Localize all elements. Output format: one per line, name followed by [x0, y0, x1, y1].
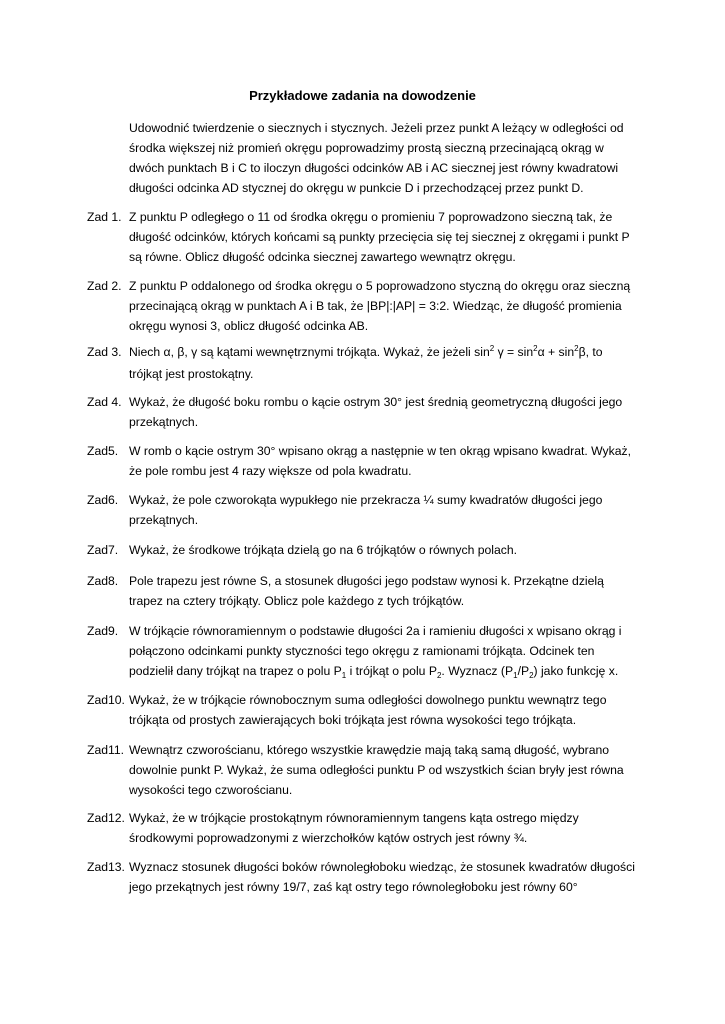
task-text — [129, 571, 651, 611]
task-line-part: γ = sin — [494, 345, 534, 359]
task-line: Wykaż, że długość boku rombu o kącie ostrym 30° jest średnią geometryczną długości jego — [129, 395, 623, 409]
task-line: przekątnych. — [129, 513, 199, 527]
task-line-part: i trójkąt o polu P — [346, 664, 437, 678]
task-label: Zad8. — [87, 574, 119, 588]
task-line: połączono odcinkami punkty styczności tego okręgu z ramionami trójkąta. Odcinek ten — [129, 644, 595, 658]
intro-line: dwóch punktach B i C to iloczyn długości odcinków AB i AC siecznej jest równy kwadratowi — [129, 161, 619, 175]
task-line: okręgu wynosi 3, oblicz długość odcinka AB. — [129, 319, 369, 333]
task-label: Zad6. — [87, 493, 119, 507]
task-line: że pole rombu jest 4 razy większe od pola kwadratu. — [129, 464, 412, 478]
superscript: 2 — [489, 344, 495, 353]
task-line: są równe. Oblicz długość odcinka siecznej zawartego wewnątrz okręgu. — [129, 250, 516, 264]
task-line: przecinającą okrąg w punktach A i B tak, że |BP|:|AP| = 3:2. Wiedząc, że długość promienia — [129, 299, 622, 313]
task-line: Wykaż, że w trójkącie prostokątnym równoramiennym tangens kąta ostrego między — [129, 811, 579, 825]
subscript: 1 — [513, 671, 518, 680]
task-label: Zad12. — [87, 811, 125, 825]
subscript: 1 — [341, 671, 347, 680]
task-line: trapez na cztery trójkąty. Oblicz pole każdego z tych trójkątów. — [129, 594, 465, 608]
task-text — [129, 540, 651, 560]
task-line: długość odcinków, których końcami są punkty przecięcia się tej siecznej z okręgami i punkt P — [129, 230, 630, 244]
task-label: Zad 2. — [87, 279, 122, 293]
task-text — [129, 342, 651, 384]
task-text — [129, 857, 651, 897]
task-label: Zad9. — [87, 624, 119, 638]
task-line-part: Niech α, β, γ są kątami wewnętrznymi trójkąta. Wykaż, że jeżeli sin — [129, 345, 490, 359]
task-line: Wyznacz stosunek długości boków równoległoboku wiedząc, że stosunek kwadratów długości — [129, 860, 635, 874]
task-line: środkowymi poprowadzonymi z wierzchołków kątów ostrych jest równy ¾. — [129, 831, 528, 845]
page-title: Przykładowe zadania na dowodzenie — [249, 88, 476, 103]
task-text — [129, 808, 651, 848]
task-line: Wykaż, że pole czworokąta wypukłego nie przekracza ¼ sumy kwadratów długości jego — [129, 493, 603, 507]
superscript: 2 — [574, 344, 579, 353]
task-label: Zad10. — [87, 693, 125, 707]
superscript: 2 — [533, 344, 538, 353]
task-text — [129, 207, 651, 267]
task-text — [129, 392, 651, 432]
task-line: trójkąta od prostych zawierających boki trójkąta jest równa wysokości tego trójkąta. — [129, 713, 577, 727]
task-text — [129, 276, 651, 336]
intro-line: środka większej niż promień okręgu poprowadzimy prostą sieczną przecinającą okrąg w — [129, 141, 604, 155]
task-line: dowolnie punkt P. Wykaż, że suma odległości punktu P od wszystkich ścian bryły jest równa — [129, 763, 624, 777]
task-line-part: podzielił dany trójkąt na trapez o polu P — [129, 664, 342, 678]
task-label: Zad11. — [87, 743, 125, 757]
intro-paragraph — [129, 118, 649, 198]
task-label: Zad13. — [87, 860, 125, 874]
task-line-part: ) jako funkcję x. — [533, 664, 619, 678]
task-line: Z punktu P odległego o 11 od środka okręgu o promieniu 7 poprowadzono sieczną tak, że — [129, 210, 613, 224]
task-text — [129, 621, 651, 683]
task-label: Zad 4. — [87, 395, 122, 409]
task-line: jego przekątnych jest równy 19/7, zaś kąt ostry tego równoległoboku jest równy 60° — [129, 880, 578, 894]
task-label: Zad5. — [87, 444, 119, 458]
task-line: Wewnątrz czworościanu, którego wszystkie krawędzie mają taką samą długość, wybrano — [129, 743, 610, 757]
task-line-part: β, to — [578, 345, 603, 359]
task-text — [129, 490, 651, 530]
task-label: Zad7. — [87, 543, 119, 557]
task-line — [129, 661, 651, 683]
task-line: Pole trapezu jest równe S, a stosunek długości jego podstaw wynosi k. Przekątne dzielą — [129, 574, 604, 588]
task-line: Wykaż, że w trójkącie równobocznym suma odległości dowolnego punktu wewnątrz tego — [129, 693, 607, 707]
task-line-part: α + sin — [537, 345, 575, 359]
task-line: Z punktu P oddalonego od środka okręgu o 5 poprowadzono styczną do okręgu oraz sieczną — [129, 279, 631, 293]
task-line: trójkąt jest prostokątny. — [129, 367, 254, 381]
task-line: W romb o kącie ostrym 30° wpisano okrąg a następnie w ten okrąg wpisano kwadrat. Wykaż, — [129, 444, 631, 458]
task-text — [129, 441, 651, 481]
task-line-part: /P — [517, 664, 530, 678]
intro-line: długości odcinka AD stycznej do okręgu w punkcie D i przechodzącej przez punkt D. — [129, 181, 584, 195]
task-line-part: . Wyznacz (P — [441, 664, 514, 678]
intro-line: Udowodnić twierdzenie o siecznych i stycznych. Jeżeli przez punkt A leżący w odległości od — [129, 121, 624, 135]
task-text — [129, 690, 651, 730]
task-label: Zad 3. — [87, 345, 122, 359]
subscript: 2 — [436, 671, 442, 680]
task-line — [129, 342, 651, 364]
task-text — [129, 740, 651, 800]
task-line: wysokości tego czworościanu. — [129, 783, 293, 797]
task-line: W trójkącie równoramiennym o podstawie długości 2a i ramieniu długości x wpisano okrąg i — [129, 624, 622, 638]
subscript: 2 — [529, 671, 534, 680]
task-line: Wykaż, że środkowe trójkąta dzielą go na 6 trójkątów o równych polach. — [129, 543, 518, 557]
task-line: przekątnych. — [129, 415, 199, 429]
task-label: Zad 1. — [87, 210, 122, 224]
